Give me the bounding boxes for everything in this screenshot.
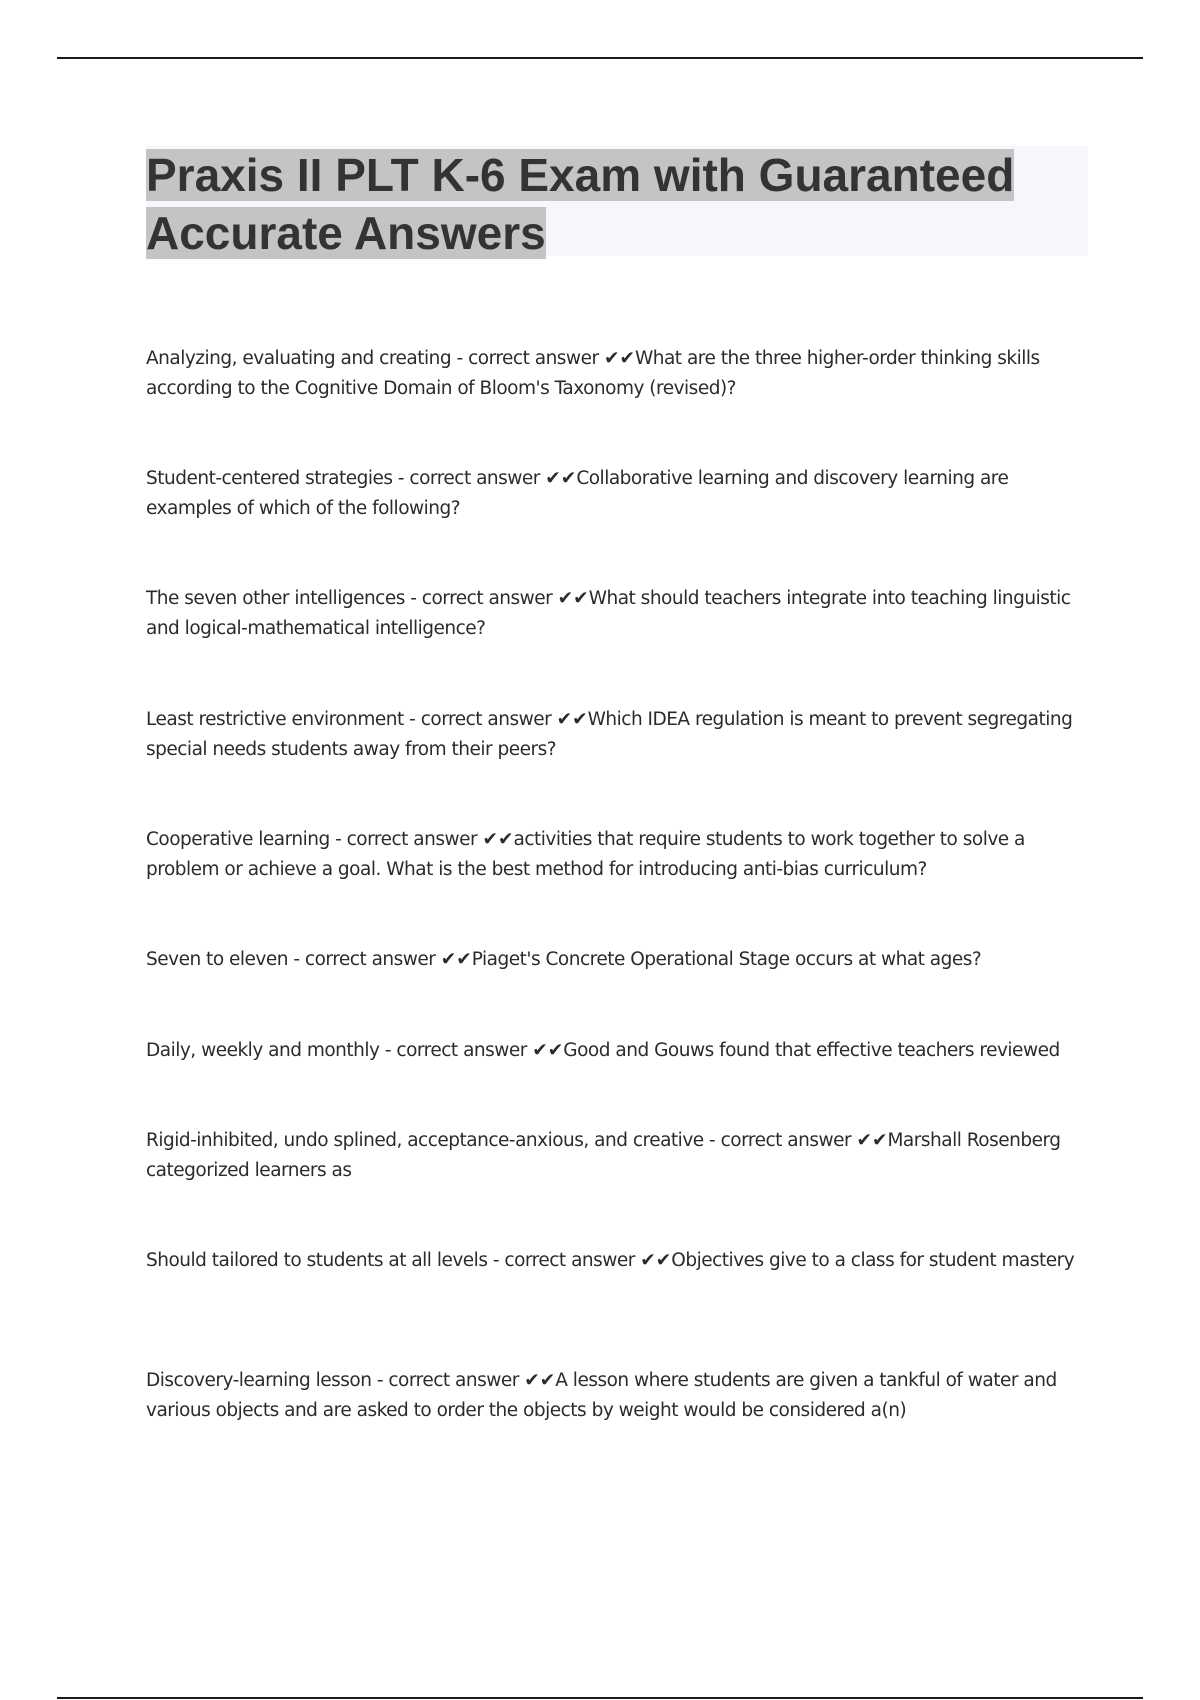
qa-separator: - correct answer: [392, 468, 546, 489]
check-mark-icon: ✔✔: [482, 829, 514, 850]
qa-item: [146, 344, 1096, 404]
check-mark-icon: ✔✔: [856, 1130, 888, 1151]
check-mark-icon: ✔✔: [603, 348, 635, 369]
qa-item: [146, 1246, 1096, 1276]
qa-separator: - correct answer: [703, 1130, 857, 1151]
qa-item: [146, 584, 1096, 644]
qa-separator: - correct answer: [403, 709, 557, 730]
qa-answer: Daily, weekly and monthly: [146, 1040, 380, 1061]
qa-item: [146, 945, 1096, 975]
check-mark-icon: ✔✔: [532, 1040, 564, 1061]
check-mark-icon: ✔✔: [545, 468, 577, 489]
qa-question: Which IDEA regulation is meant to prevent segregating special needs students away from their peers?: [146, 709, 1073, 760]
qa-item: [146, 1126, 1096, 1186]
qa-answer: Student-centered strategies: [146, 468, 393, 489]
qa-answer: Seven to eleven: [146, 949, 288, 970]
qa-item: [146, 1366, 1096, 1426]
qa-answer: Cooperative learning: [146, 829, 330, 850]
check-mark-icon: ✔✔: [556, 709, 588, 730]
top-rule: [57, 57, 1143, 59]
qa-question: A lesson where students are given a tankful of water and various objects and are asked to order the objects by weight would be considered a(n): [146, 1370, 1057, 1421]
qa-answer: Should tailored to students at all levels: [146, 1250, 488, 1271]
qa-answer: Least restrictive environment: [146, 709, 404, 730]
qa-item: [146, 825, 1096, 885]
qa-item: [146, 464, 1096, 524]
qa-item: [146, 1036, 1096, 1066]
qa-separator: - correct answer: [287, 949, 441, 970]
qa-answer: The seven other intelligences: [146, 588, 405, 609]
qa-separator: - correct answer: [487, 1250, 641, 1271]
check-mark-icon: ✔✔: [640, 1250, 672, 1271]
document-title-text: Praxis II PLT K-6 Exam with Guaranteed Accurate Answers: [146, 149, 1015, 259]
qa-question: What are the three higher-order thinking skills according to the Cognitive Domain of Bloom's Taxonomy (revised)?: [146, 348, 1040, 399]
qa-question: Collaborative learning and discovery learning are examples of which of the following?: [146, 468, 1009, 519]
qa-separator: - correct answer: [379, 1040, 533, 1061]
qa-separator: - correct answer: [329, 829, 483, 850]
qa-question: activities that require students to work together to solve a problem or achieve a goal. What is the best method for introducing anti-bias curriculum?: [146, 829, 1025, 880]
qa-separator: - correct answer: [371, 1370, 525, 1391]
qa-question: Objectives give to a class for student mastery: [671, 1250, 1075, 1271]
check-mark-icon: ✔✔: [440, 949, 472, 970]
qa-question: Good and Gouws found that effective teachers reviewed: [563, 1040, 1060, 1061]
qa-question: Piaget's Concrete Operational Stage occurs at what ages?: [471, 949, 982, 970]
check-mark-icon: ✔✔: [524, 1370, 556, 1391]
qa-question: Marshall Rosenberg categorized learners as: [146, 1130, 1061, 1181]
qa-question: What should teachers integrate into teaching linguistic and logical-mathematical intelligence?: [146, 588, 1071, 639]
qa-separator: - correct answer: [451, 348, 604, 369]
document-title: [146, 146, 1088, 262]
qa-answer: Discovery-learning lesson: [146, 1370, 372, 1391]
title-block: [146, 146, 1088, 259]
check-mark-icon: ✔✔: [557, 588, 589, 609]
qa-answer: Analyzing, evaluating and creating: [146, 348, 452, 369]
qa-answer: Rigid-inhibited, undo splined, acceptance-anxious, and creative: [146, 1130, 704, 1151]
qa-item: [146, 705, 1096, 765]
qa-separator: - correct answer: [404, 588, 558, 609]
bottom-rule: [57, 1697, 1143, 1699]
